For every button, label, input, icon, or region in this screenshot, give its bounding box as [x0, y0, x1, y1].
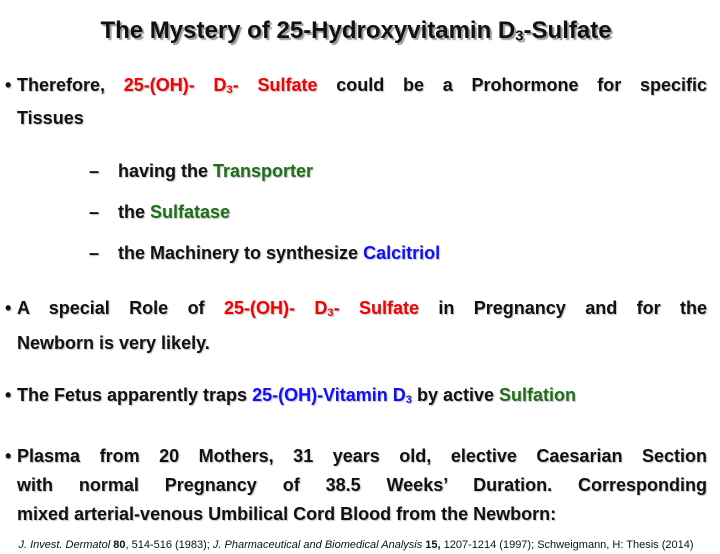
- text-segment: Transporter: [213, 160, 314, 181]
- title-text-post: -Sulfate: [523, 17, 612, 44]
- bullet-lines: [17, 293, 707, 358]
- title-subscript: 3: [515, 28, 524, 45]
- bullet-pregnancy: [5, 293, 707, 358]
- slide-title: [5, 14, 707, 54]
- bullet-prohormone: [5, 71, 707, 132]
- text-segment: having the: [118, 160, 214, 181]
- dash-marker: –: [89, 201, 100, 222]
- bullet-list: [5, 71, 707, 529]
- text-segment: Sulfation: [499, 384, 577, 405]
- bullet-line: [17, 328, 707, 358]
- text-segment: The Fetus apparently traps: [17, 384, 253, 405]
- bullet-marker: •: [5, 445, 12, 466]
- text-segment: J. Invest. Dermatol: [18, 538, 114, 551]
- text-segment: Therefore,: [17, 74, 124, 95]
- sub-bullet-sulfatase: [89, 200, 707, 225]
- text-segment: mixed arterial-venous Umbilical Cord Blood from the Newborn:: [17, 503, 557, 524]
- bullet-line: [17, 442, 707, 471]
- bullet-lines: [17, 380, 707, 415]
- dash-marker: –: [89, 160, 100, 181]
- sub-bullet-transporter: [89, 159, 707, 184]
- sub-bullet-calcitriol: [89, 241, 707, 266]
- bullet-marker: •: [5, 384, 12, 405]
- text-segment: 3: [327, 306, 334, 319]
- text-segment: by active: [411, 384, 500, 405]
- text-segment: 3: [226, 83, 233, 96]
- text-segment: the Machinery to synthesize: [118, 242, 364, 263]
- bullet-line: [17, 380, 707, 415]
- text-segment: Newborn is very likely.: [17, 332, 210, 353]
- text-segment: 3: [405, 393, 412, 406]
- dash-marker: –: [89, 242, 100, 263]
- text-segment: 25-(OH)-Vitamin D: [252, 384, 406, 405]
- slide: [0, 14, 720, 554]
- text-segment: with normal Pregnancy of 38.5 Weeks’ Duration. Corresponding: [17, 474, 707, 495]
- bullet-line: [17, 104, 707, 132]
- text-segment: 80: [113, 538, 126, 551]
- text-segment: , 514-516 (1983);: [125, 538, 213, 551]
- text-segment: 1207-1214 (1997); Schweigmann, H: Thesis (2014): [440, 538, 694, 551]
- bullet-line: [118, 159, 707, 184]
- text-segment: 25-(OH)- D: [123, 74, 227, 95]
- bullet-marker: •: [5, 74, 12, 95]
- text-segment: Plasma from 20 Mothers, 31 years old, elective Caesarian Section: [17, 445, 707, 466]
- citation-footer: [5, 538, 707, 553]
- bullet-line: [17, 471, 707, 500]
- bullet-plasma: [5, 442, 707, 529]
- text-segment: Tissues: [17, 107, 84, 128]
- bullet-line: [17, 71, 707, 104]
- text-segment: 25-(OH)- D: [223, 297, 328, 318]
- bullet-lines: [17, 71, 707, 132]
- text-segment: J. Pharmaceutical and Biomedical Analysis: [212, 538, 426, 551]
- bullet-marker: •: [5, 297, 12, 318]
- bullet-lines: [17, 442, 707, 529]
- bullet-line: [118, 241, 707, 266]
- text-segment: - Sulfate: [333, 297, 419, 318]
- bullet-fetus: [5, 380, 707, 415]
- bullet-line: [17, 500, 707, 529]
- bullet-lines: [118, 200, 707, 225]
- bullet-line: [17, 293, 707, 328]
- text-segment: could be a Prohormone for specific: [317, 74, 707, 95]
- title-text: The Mystery of 25-Hydroxyvitamin D: [100, 17, 516, 44]
- bullet-lines: [118, 241, 707, 266]
- text-segment: Sulfatase: [150, 201, 231, 222]
- text-segment: A special Role of: [17, 297, 224, 318]
- text-segment: 15,: [425, 538, 441, 551]
- text-segment: Calcitriol: [363, 242, 441, 263]
- text-segment: the: [118, 201, 151, 222]
- bullet-line: [118, 200, 707, 225]
- bullet-lines: [118, 159, 707, 184]
- text-segment: in Pregnancy and for the: [418, 297, 707, 318]
- text-segment: - Sulfate: [232, 74, 318, 95]
